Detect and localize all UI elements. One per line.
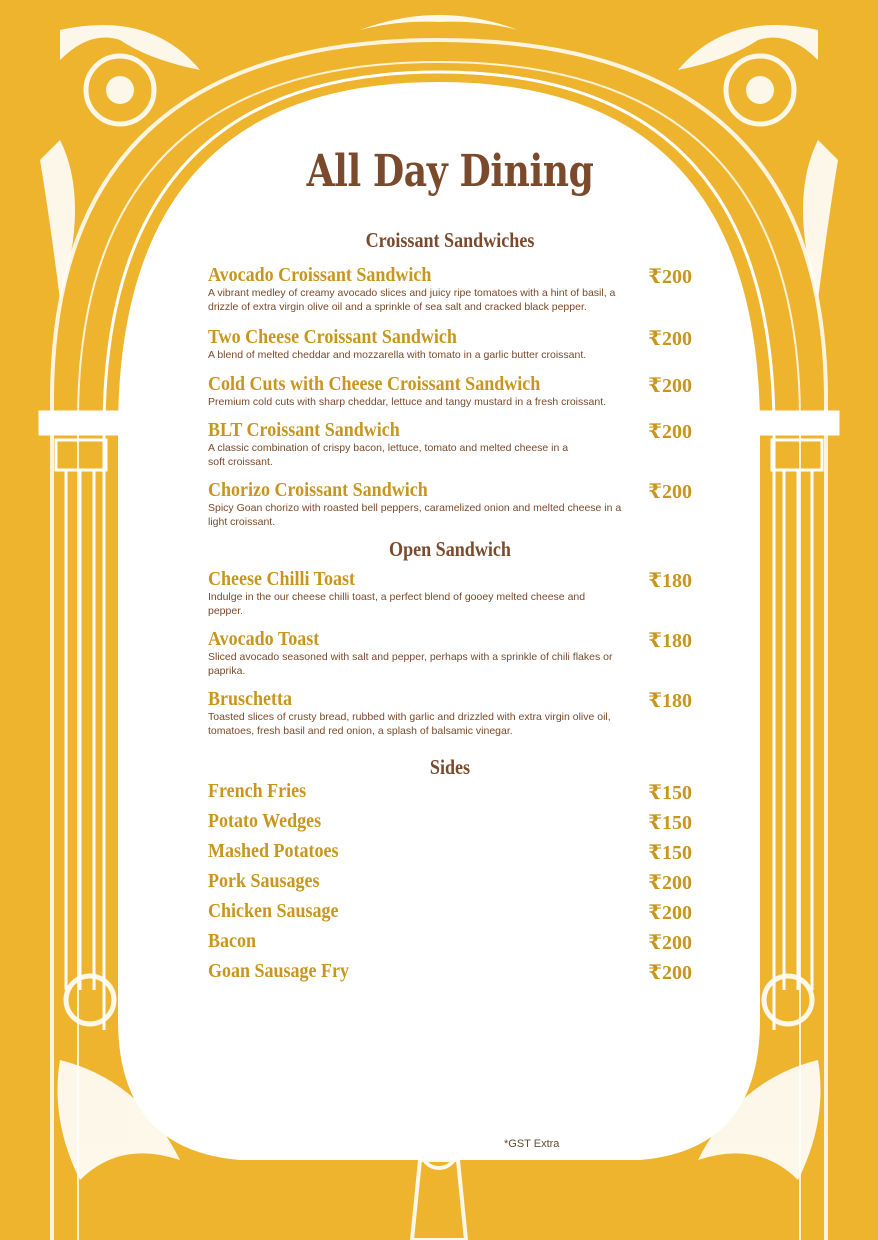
item-price: ₹200 [648, 481, 692, 503]
item-description: A classic combination of crispy bacon, lettuce, tomato and melted cheese in a soft croissant. [208, 442, 569, 468]
section-title-sides: Sides [429, 755, 471, 779]
item-price: ₹200 [648, 962, 692, 984]
item-price: ₹150 [648, 842, 692, 864]
item-price: ₹200 [648, 421, 692, 443]
item-price: ₹150 [648, 812, 692, 834]
item-name: Two Cheese Croissant Sandwich [208, 326, 457, 348]
item-name: Mashed Potatoes [208, 840, 339, 862]
item-name: Avocado Croissant Sandwich [208, 264, 432, 286]
item-name: BLT Croissant Sandwich [208, 419, 400, 441]
gst-footnote: *GST Extra [504, 1138, 560, 1150]
item-price: ₹180 [648, 690, 692, 712]
item-price: ₹200 [648, 902, 692, 924]
item-name: French Fries [208, 780, 307, 802]
item-name: Bacon [208, 930, 257, 952]
item-description: Premium cold cuts with sharp cheddar, lettuce and tangy mustard in a fresh croissant. [208, 396, 607, 408]
item-description: Toasted slices of crusty bread, rubbed with garlic and drizzled with extra virgin olive oil, tomatoes, fresh basil and red onion, a splash of balsamic vinegar. [208, 711, 611, 737]
item-description: Sliced avocado seasoned with salt and pepper, perhaps with a sprinkle of chili flakes or paprika. [208, 651, 613, 677]
item-price: ₹150 [648, 782, 692, 804]
item-price: ₹180 [648, 570, 692, 592]
item-price: ₹200 [648, 266, 692, 288]
section-title-open-sandwich: Open Sandwich [389, 537, 511, 561]
section-title-croissant-sandwiches: Croissant Sandwiches [365, 228, 535, 252]
page-title: All Day Dining [306, 146, 594, 197]
item-name: Avocado Toast [208, 628, 320, 650]
item-name: Chorizo Croissant Sandwich [208, 479, 428, 501]
item-name: Cold Cuts with Cheese Croissant Sandwich [208, 373, 541, 395]
item-description: Indulge in the our cheese chilli toast, a perfect blend of gooey melted cheese and pepper. [208, 591, 586, 617]
item-price: ₹200 [648, 328, 692, 350]
item-description: Spicy Goan chorizo with roasted bell peppers, caramelized onion and melted cheese in a light croissant. [208, 502, 622, 528]
item-name: Bruschetta [208, 688, 292, 710]
item-description: A vibrant medley of creamy avocado slices and juicy ripe tomatoes with a hint of basil, a drizzle of extra virgin olive oil and a sprinkle of sea salt and cracked black pepper. [208, 287, 616, 313]
item-name: Goan Sausage Fry [208, 960, 350, 982]
item-price: ₹200 [648, 375, 692, 397]
item-name: Potato Wedges [208, 810, 322, 832]
item-description: A blend of melted cheddar and mozzarella with tomato in a garlic butter croissant. [208, 349, 587, 361]
item-price: ₹200 [648, 872, 692, 894]
item-price: ₹200 [648, 932, 692, 954]
item-name: Chicken Sausage [208, 900, 339, 922]
item-name: Cheese Chilli Toast [208, 568, 356, 590]
item-name: Pork Sausages [208, 870, 320, 892]
item-price: ₹180 [648, 630, 692, 652]
